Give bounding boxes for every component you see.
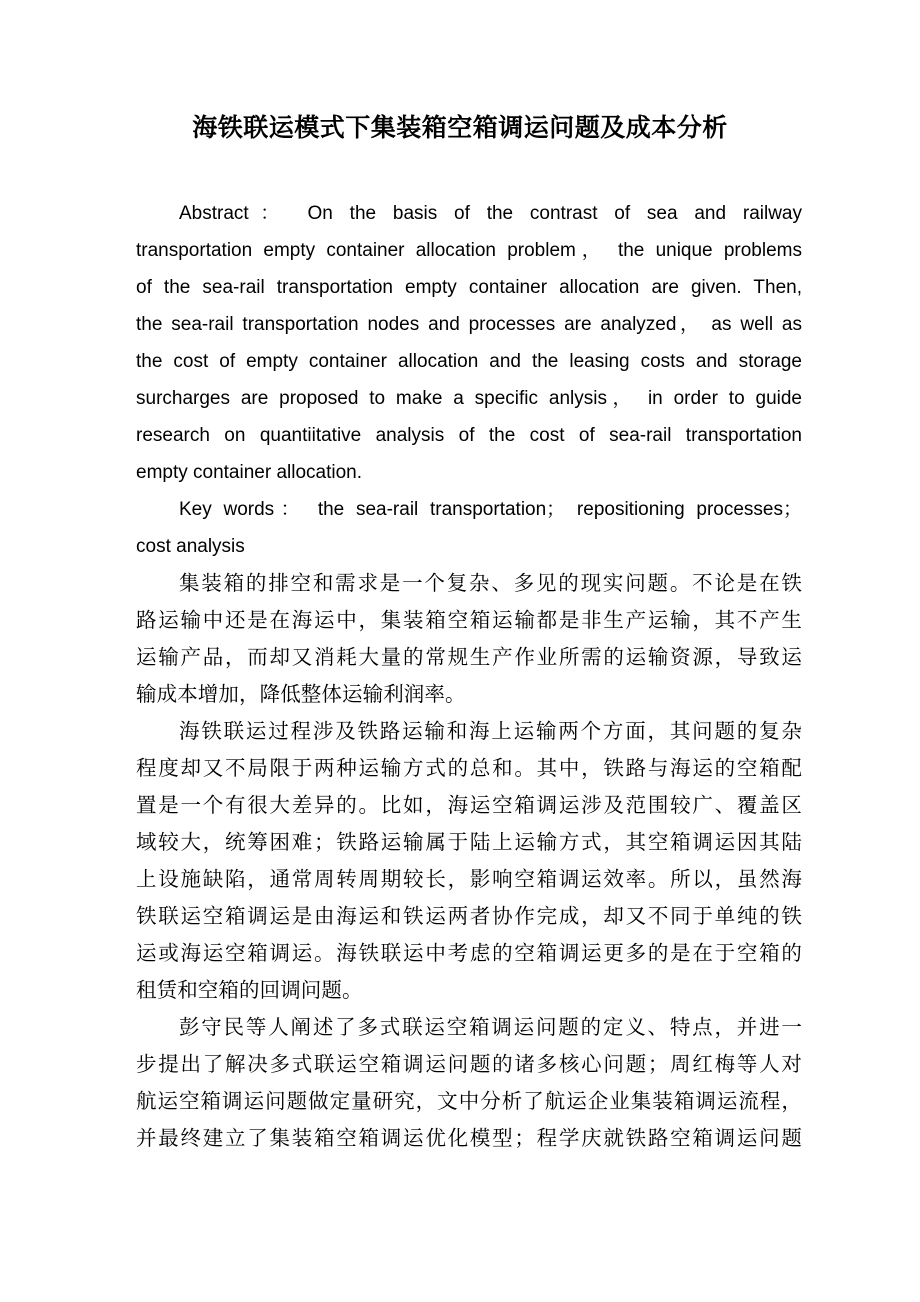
abstract-line: empty container allocation. [136,462,363,483]
paragraph-line: 运或海运空箱调运。海铁联运中考虑的空箱调运更多的是在于空箱的 [136,941,802,965]
paragraph-line: 路运输中还是在海运中，集装箱空箱运输都是非生产运输，其不产生 [136,608,802,632]
body-paragraph [136,565,802,713]
abstract-section [136,195,802,491]
keywords-line: Key words： the sea-rail transportation； repositioning processes； [179,499,802,520]
paragraph-line: 域较大，统筹困难；铁路运输属于陆上运输方式，其空箱调运因其陆 [136,830,802,854]
paragraph-line: 置是一个有很大差异的。比如，海运空箱调运涉及范围较广、覆盖区 [136,793,802,817]
abstract-line: surcharges are proposed to make a specific anlysis， in order to guide [136,388,802,409]
paragraph-line: 集装箱的排空和需求是一个复杂、多见的现实问题。不论是在铁 [179,571,802,595]
paragraph-line: 海铁联运过程涉及铁路运输和海上运输两个方面，其问题的复杂 [179,719,802,743]
body-paragraph [136,713,802,1009]
abstract-line: transportation empty container allocation problem， the unique problems [136,240,802,261]
paragraph-line: 并最终建立了集装箱空箱调运优化模型；程学庆就铁路空箱调运问题 [136,1126,802,1150]
abstract-line: the cost of empty container allocation and the leasing costs and storage [136,351,802,372]
document-title: 海铁联运模式下集装箱空箱调运问题及成本分析 [192,113,728,142]
paragraph-line: 输成本增加，降低整体运输利润率。 [136,682,466,706]
body-paragraph [136,1009,802,1157]
keywords-section [136,491,802,565]
abstract-line: research on quantiitative analysis of the cost of sea-rail transportation [136,425,802,446]
paragraph-line: 航运空箱调运问题做定量研究，文中分析了航运企业集装箱调运流程， [136,1089,802,1113]
paragraph-line: 程度却又不局限于两种运输方式的总和。其中，铁路与海运的空箱配 [136,756,802,780]
paragraph-line: 步提出了解决多式联运空箱调运问题的诸多核心问题；周红梅等人对 [136,1052,802,1076]
paragraph-line: 铁联运空箱调运是由海运和铁运两者协作完成，却又不同于单纯的铁 [136,904,802,928]
paragraph-line: 上设施缺陷，通常周转周期较长，影响空箱调运效率。所以，虽然海 [136,867,802,891]
abstract-line: Abstract： On the basis of the contrast of sea and railway [179,203,802,224]
paragraph-line: 租赁和空箱的回调问题。 [136,978,363,1002]
abstract-line: the sea-rail transportation nodes and processes are analyzed， as well as [136,314,802,335]
keywords-line: cost analysis [136,536,245,557]
paragraph-line: 运输产品，而却又消耗大量的常规生产作业所需的运输资源，导致运 [136,645,802,669]
abstract-line: of the sea-rail transportation empty container allocation are given. Then, [136,277,802,298]
paragraph-line: 彭守民等人阐述了多式联运空箱调运问题的定义、特点，并进一 [179,1015,802,1039]
